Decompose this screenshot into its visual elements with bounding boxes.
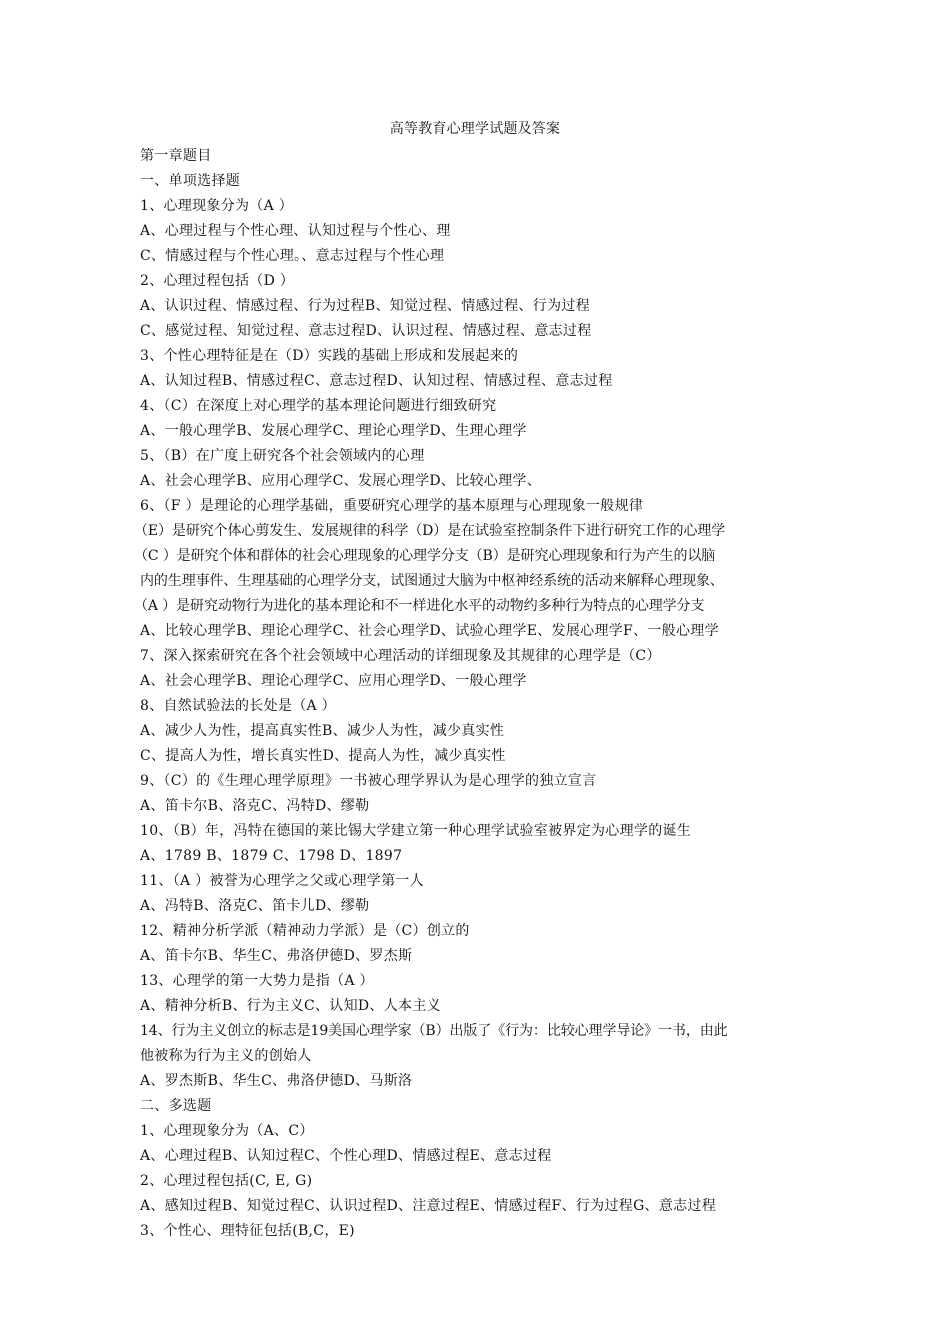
question-line: 14、行为主义创立的标志是19美国心理学家（B）出版了《行为：比较心理学导论》一书，由此 xyxy=(140,1023,728,1039)
question-line: 2、心理过程包括(C, E, G) xyxy=(140,1173,313,1189)
question-line: 3、个性心理特征是在（D）实践的基础上形成和发展起来的 xyxy=(140,348,519,364)
option-line: A、社会心理学B、理论心理学C、应用心理学D、一般心理学 xyxy=(140,673,527,689)
option-line: A、冯特B、洛克C、笛卡儿D、缪勒 xyxy=(140,898,370,914)
option-line: A、比较心理学B、理论心理学C、社会心理学D、试验心理学E、发展心理学F、一般心理学 xyxy=(140,623,719,639)
question-line: 2、心理过程包括（D ） xyxy=(140,273,295,289)
option-line: A、一般心理学B、发展心理学C、理论心理学D、生理心理学 xyxy=(140,423,527,439)
question-line: 3、个性心、理特征包括(B,C，E) xyxy=(140,1223,355,1239)
question-line: 他被称为行为主义的创始人 xyxy=(140,1048,312,1064)
option-line: A、社会心理学B、应用心理学C、发展心理学D、比较心理学、 xyxy=(140,473,542,489)
option-line: A、笛卡尔B、洛克C、冯特D、缪勒 xyxy=(140,798,370,814)
option-line: C、提高人为性，增长真实性D、提高人为性，减少真实性 xyxy=(140,748,506,764)
question-line: 9、（C）的《生理心理学原理》一书被心理学界认为是心理学的独立宣言 xyxy=(140,773,597,789)
option-line: A、精神分析B、行为主义C、认知D、人本主义 xyxy=(140,998,441,1014)
document-body xyxy=(134,144,830,1244)
chapter-heading: 第一章题目 xyxy=(140,148,212,164)
section-heading: 二、多选题 xyxy=(140,1098,212,1114)
question-line: 1、心理现象分为（A、C） xyxy=(140,1123,314,1139)
question-line: 13、心理学的第一大势力是指（A ） xyxy=(140,973,374,989)
document-title: 高等教育心理学试题及答案 xyxy=(389,121,561,137)
question-line: 4、（C）在深度上对心理学的基本理论问题进行细致研究 xyxy=(140,398,497,414)
option-line: C、感觉过程、知觉过程、意志过程D、认识过程、情感过程、意志过程 xyxy=(140,323,592,339)
option-line: A、笛卡尔B、华生C、弗洛伊德D、罗杰斯 xyxy=(140,948,413,964)
question-line: 1、心理现象分为（A ） xyxy=(140,198,294,214)
section-heading: 一、单项选择题 xyxy=(140,173,241,189)
question-line: 6、（F ）是理论的心理学基础，重要研究心理学的基本原理与心理现象一般规律 xyxy=(140,498,644,514)
option-line: A、1789 B、1879 C、1798 D、1897 xyxy=(140,848,403,864)
question-line: 7、深入探索研究在各个社会领域中心理活动的详细现象及其规律的心理学是（C） xyxy=(140,648,661,664)
option-line: A、罗杰斯B、华生C、弗洛伊德D、马斯洛 xyxy=(140,1073,413,1089)
option-line: A、心理过程B、认知过程C、个性心理D、情感过程E、意志过程 xyxy=(140,1148,552,1164)
question-line: （E）是研究个体心剪发生、发展规律的科学（D）是在试验室控制条件下进行研究工作的心理学 xyxy=(134,523,726,539)
question-line: 10、（B）年，冯特在德国的莱比锡大学建立第一种心理学试验室被界定为心理学的诞生 xyxy=(140,823,692,839)
option-line: A、认知过程B、情感过程C、意志过程D、认知过程、情感过程、意志过程 xyxy=(140,373,613,389)
question-line: 12、精神分析学派（精神动力学派）是（C）创立的 xyxy=(140,923,470,939)
question-line: 11、（A ）被誉为心理学之父或心理学第一人 xyxy=(140,873,424,889)
option-line: A、感知过程B、知觉过程C、认识过程D、注意过程E、情感过程F、行为过程G、意志过程 xyxy=(140,1198,717,1214)
question-line: （C ）是研究个体和群体的社会心理现象的心理学分支（B）是研究心理现象和行为产生的以脑 xyxy=(134,548,716,564)
option-line: A、认识过程、情感过程、行为过程B、知觉过程、情感过程、行为过程 xyxy=(140,298,590,314)
question-line: 5、（B）在广度上研究各个社会领域内的心理 xyxy=(140,448,425,464)
option-line: C、情感过程与个性心理。、意志过程与个性心理 xyxy=(140,248,445,264)
question-line: 8、自然试验法的长处是（A ） xyxy=(140,698,336,714)
option-line: A、心理过程与个性心理、认知过程与个性心、理 xyxy=(140,223,451,239)
question-line: 内的生理事件、生理基础的心理学分支，试图通过大脑为中枢神经系统的活动来解释心理现象、 xyxy=(140,573,724,589)
question-line: （A ）是研究动物行为进化的基本理论和不一样进化水平的动物约多种行为特点的心理学分支 xyxy=(134,598,705,614)
option-line: A、减少人为性，提高真实性B、减少人为性，减少真实性 xyxy=(140,723,505,739)
